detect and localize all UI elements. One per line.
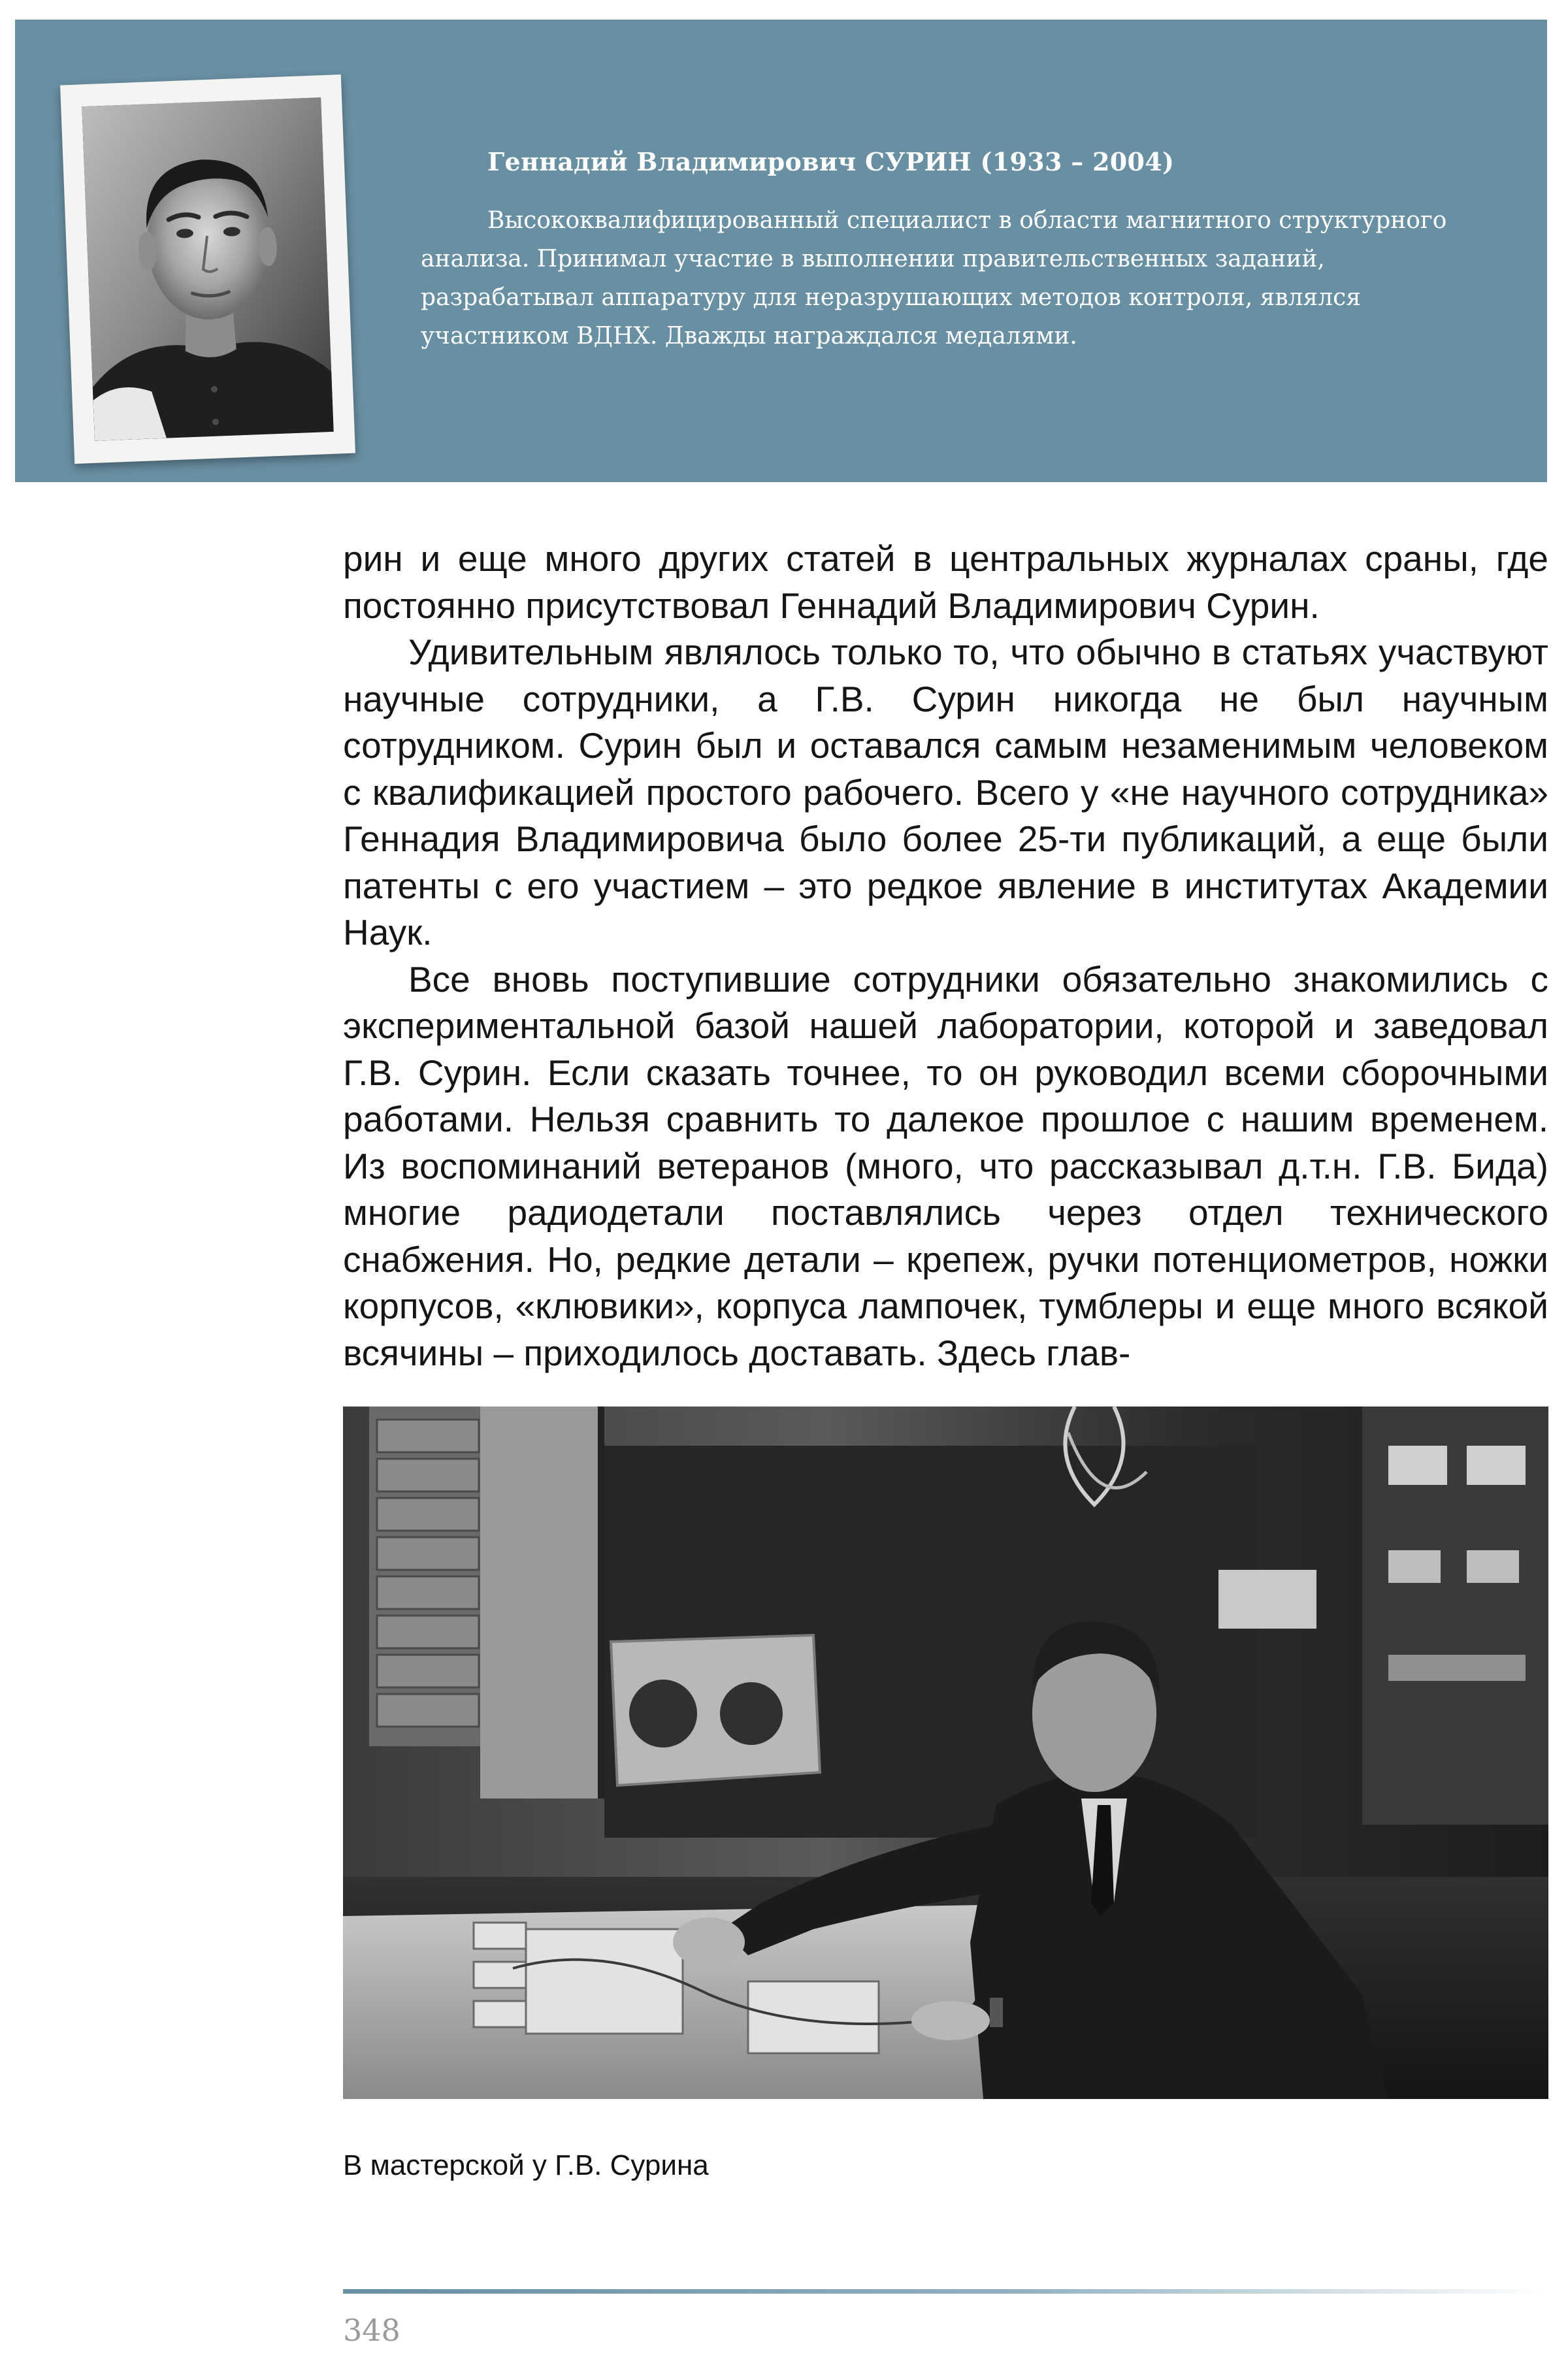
bio-title: Геннадий Владимирович СУРИН (1933 – 2004) (487, 147, 1175, 176)
article-paragraph: рин и еще много других статей в центральных журналах сраны, где постоянно присутствовал Геннадий Владимирович Сурин. (343, 538, 1548, 626)
workshop-illustration (343, 1407, 1548, 2099)
article-body (343, 536, 1548, 1376)
bio-text: Высококвалифицированный специалист в области магнитного структурного анализа. Принимал участие в выполнении правительственных заданий, разрабатывал аппаратуру для неразрушающих методов контроля, являлся участником ВДНХ. Дважды награждался медалями. (421, 207, 1447, 350)
portrait-illustration (82, 97, 333, 441)
portrait-frame (60, 74, 355, 464)
photo-caption: В мастерской у Г.В. Сурина (343, 2149, 709, 2181)
workshop-photo (343, 1407, 1548, 2099)
article-paragraph: Все вновь поступившие сотрудники обязательно знакомились с экспериментальной базой нашей лаборатории, которой и заведовал Г.В. Сурин. Если сказать точнее, то он руководил всеми сборочными работами. Нельзя сравнить то далекое прошлое с нашим временем. Из воспоминаний ветеранов (много, что рассказывал д.т.н. Г.В. Бида) многие радиодетали поставлялись через отдел технического снабжения. Но, редкие детали – крепеж, ручки потенциометров, ножки корпусов, «клювики», корпуса лампочек, тумблеры и еще много всякой всячины – приходилось доставать. Здесь глав- (343, 958, 1548, 1373)
portrait-photo (82, 97, 333, 441)
article-paragraph: Удивительным являлось только то, что обычно в статьях участвуют научные сотрудники, а Г.В. Сурин никогда не был научным сотрудником. Сурин был и оставался самым незаменимым человеком с квалификацией простого рабочего. Всего у «не научного сотрудника» Геннадия Владимировича было более 25-ти публикаций, а еще были патенты с его участием – это редкое явление в институтах Академии Наук. (343, 632, 1548, 952)
footer-rule (343, 2289, 1548, 2294)
page-number: 348 (343, 2313, 400, 2348)
biography-banner (15, 20, 1547, 482)
